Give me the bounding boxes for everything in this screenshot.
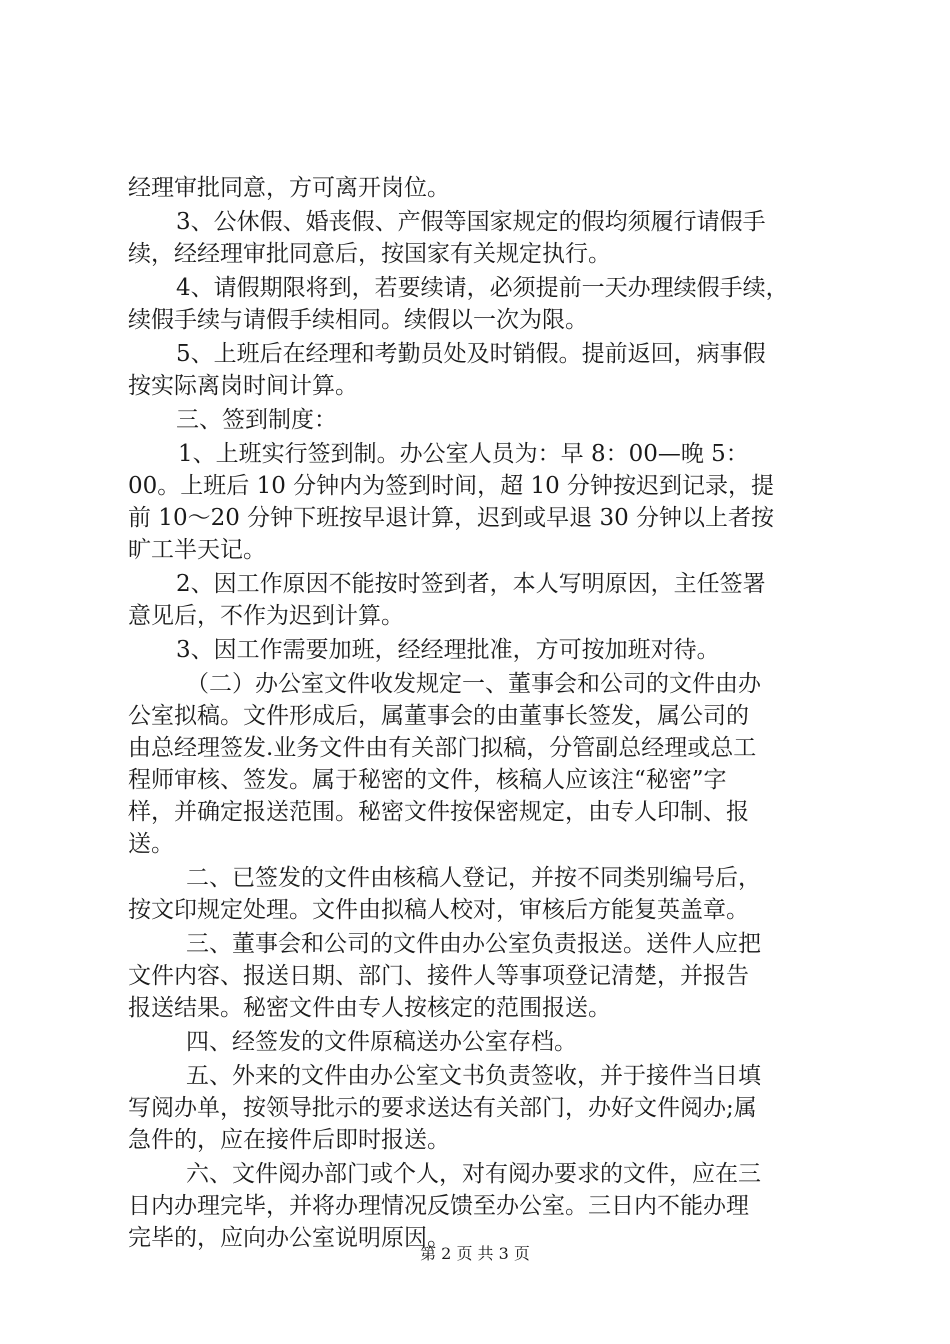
text-line: 日内办理完毕，并将办理情况反馈至办公室。三日内不能办理 [128,1193,749,1219]
text-line: 样，并确定报送范围。秘密文件按保密规定，由专人印制、报 [128,799,749,825]
text-line: 按实际离岗时间计算。 [128,373,358,399]
text-line: 3、因工作需要加班，经经理批准，方可按加班对待。 [176,637,720,663]
text-line: 送。 [128,831,174,857]
text-line: 二、已签发的文件由核稿人登记，并按不同类别编号后， [186,865,761,891]
text-line: 四、经签发的文件原稿送办公室存档。 [186,1029,577,1055]
text-line: 完毕的，应向办公室说明原因。 [128,1225,450,1251]
text-line: 4、请假期限将到，若要续请，必须提前一天办理续假手续， [176,275,789,301]
text-line: 三、签到制度： [176,407,337,433]
text-line: 续假手续与请假手续相同。续假以一次为限。 [128,307,588,333]
text-line: 公室拟稿。文件形成后，属董事会的由董事长签发，属公司的 [128,703,749,729]
text-line: 文件内容、报送日期、部门、接件人等事项登记清楚，并报告 [128,963,749,989]
text-line: 5、上班后在经理和考勤员处及时销假。提前返回，病事假 [176,341,766,367]
text-line: 00。上班后 10 分钟内为签到时间，超 10 分钟按迟到记录，提 [128,473,775,499]
text-line: 由总经理签发.业务文件由有关部门拟稿，分管副总经理或总工 [128,735,757,761]
text-line: 五、外来的文件由办公室文书负责签收，并于接件当日填 [186,1063,761,1089]
text-line: 3、公休假、婚丧假、产假等国家规定的假均须履行请假手 [176,209,766,235]
text-line: 写阅办单，按领导批示的要求送达有关部门，办好文件阅办;属 [128,1095,757,1121]
page-footer: 第 2 页 共 3 页 [420,1244,530,1263]
text-line: 三、董事会和公司的文件由办公室负责报送。送件人应把 [186,931,761,957]
text-line: 前 10～20 分钟下班按早退计算，迟到或早退 30 分钟以上者按 [128,505,775,531]
text-line: 报送结果。秘密文件由专人按核定的范围报送。 [128,995,611,1021]
text-line: 急件的，应在接件后即时报送。 [128,1127,450,1153]
text-line: 经理审批同意，方可离开岗位。 [128,175,450,201]
text-line: 程师审核、签发。属于秘密的文件，核稿人应该注“秘密”字 [128,767,727,793]
text-line: 六、文件阅办部门或个人，对有阅办要求的文件，应在三 [186,1161,761,1187]
document-body [128,172,828,1254]
text-line: 续，经经理审批同意后，按国家有关规定执行。 [128,241,611,267]
text-line: 1、上班实行签到制。办公室人员为：早 8：00—晚 5： [178,441,749,467]
text-line: 按文印规定处理。文件由拟稿人校对，审核后方能复英盖章。 [128,897,749,923]
text-line: 旷工半天记。 [128,537,266,563]
text-line: 2、因工作原因不能按时签到者，本人写明原因，主任签署 [176,571,766,597]
text-line: （二）办公室文件收发规定一、董事会和公司的文件由办 [186,671,761,697]
text-line: 意见后，不作为迟到计算。 [128,603,404,629]
